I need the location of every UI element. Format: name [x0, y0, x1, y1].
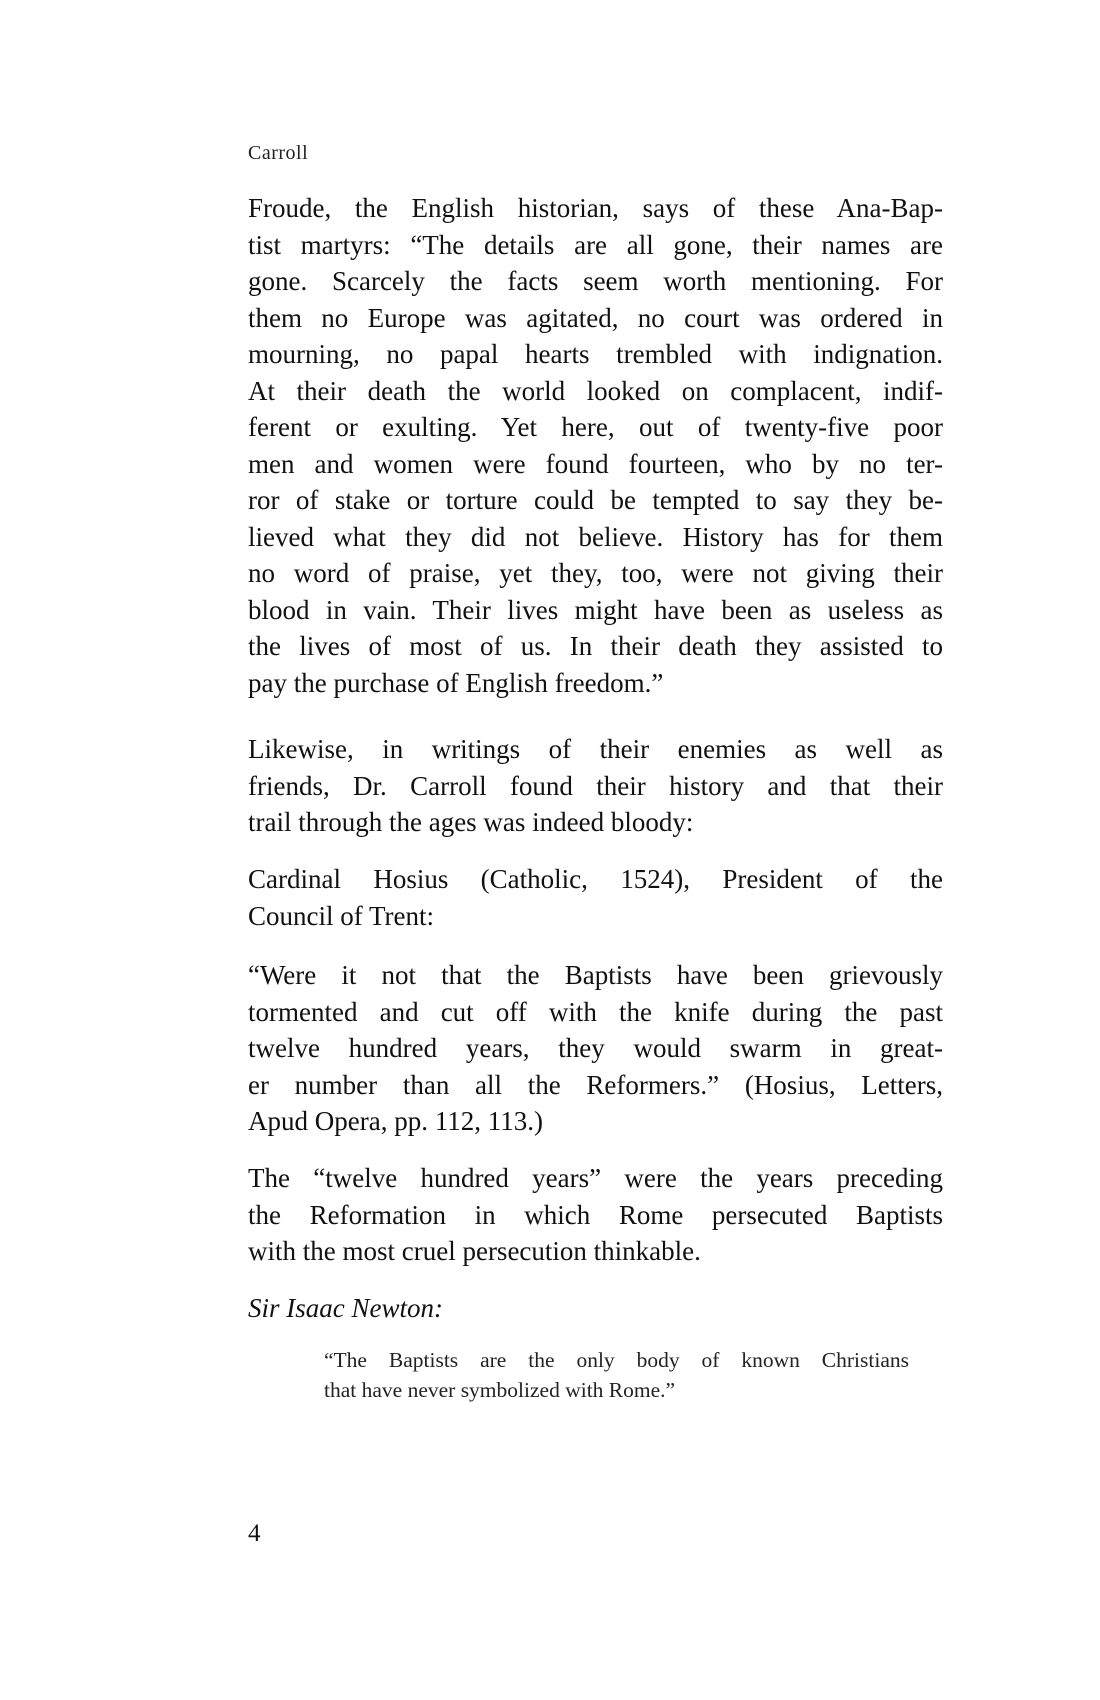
text-line: the lives of most of us. In their death they assisted to: [248, 631, 943, 661]
paragraph-likewise: [248, 731, 943, 841]
text-line: “Were it not that the Baptists have been grievously: [248, 960, 943, 990]
text-line: Council of Trent:: [248, 900, 435, 931]
text-line: lieved what they did not believe. History has for them: [248, 521, 943, 552]
text-line: mourning, no papal hearts trembled with indignation.: [248, 339, 943, 369]
text-line: men and women were found fourteen, who by no ter-: [248, 448, 943, 479]
text-line: Froude, the English historian, says of these Ana-Bap-: [248, 193, 943, 223]
paragraph-hosius-quote: [248, 957, 943, 1140]
text-line: The “twelve hundred years” were the years preceding: [248, 1163, 943, 1193]
text-line: twelve hundred years, they would swarm in great-: [248, 1033, 943, 1063]
text-line: blood in vain. Their lives might have been as useless as: [248, 594, 943, 625]
text-line: the Reformation in which Rome persecuted Baptists: [248, 1199, 943, 1230]
text-line: Apud Opera, pp. 112, 113.): [248, 1106, 543, 1136]
paragraph-froude-quote: [248, 190, 943, 701]
text-line: Cardinal Hosius (Catholic, 1524), President of the: [248, 864, 943, 894]
quote-line: that have never symbolized with Rome.”: [324, 1378, 676, 1402]
text-line: with the most cruel persecution thinkable.: [248, 1236, 701, 1266]
text-line: them no Europe was agitated, no court was ordered in: [248, 302, 943, 333]
paragraph-hosius-attribution: [248, 861, 943, 934]
paragraph-twelve-hundred-years: [248, 1160, 943, 1270]
text-line: Likewise, in writings of their enemies as well as: [248, 734, 943, 764]
text-line: trail through the ages was indeed bloody:: [248, 807, 694, 837]
text-line: er number than all the Reformers.” (Hosius, Letters,: [248, 1069, 943, 1100]
text-line: no word of praise, yet they, too, were not giving their: [248, 558, 943, 588]
text-line: At their death the world looked on complacent, indif-: [248, 375, 943, 406]
newton-attribution: [248, 1290, 943, 1327]
text-line: tist martyrs: “The details are all gone, their names are: [248, 229, 943, 260]
text-line: ror of stake or torture could be tempted to say they be-: [248, 485, 943, 515]
quote-line: “The Baptists are the only body of known Christians: [324, 1348, 909, 1372]
text-line: ferent or exulting. Yet here, out of twenty-five poor: [248, 412, 943, 442]
page-number: 4: [248, 1520, 261, 1547]
running-head: Carroll: [248, 142, 309, 164]
text-line: Sir Isaac Newton:: [248, 1293, 443, 1323]
text-line: tormented and cut off with the knife during the past: [248, 996, 943, 1027]
text-line: friends, Dr. Carroll found their history and that their: [248, 770, 943, 801]
newton-blockquote: [324, 1345, 909, 1405]
text-line: gone. Scarcely the facts seem worth mentioning. For: [248, 266, 943, 296]
text-line: pay the purchase of English freedom.”: [248, 667, 664, 698]
